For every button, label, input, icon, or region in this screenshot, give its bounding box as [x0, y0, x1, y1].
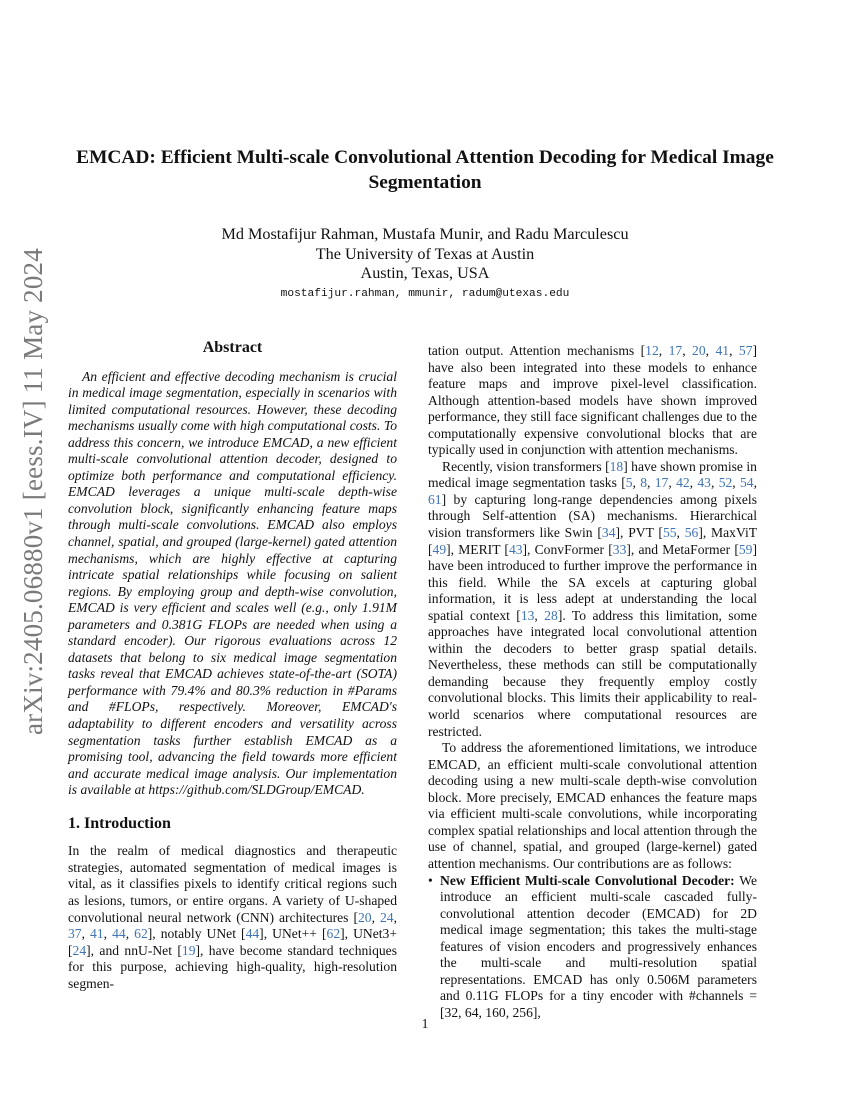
- citation-link[interactable]: 52: [718, 475, 733, 491]
- citation-link[interactable]: 43: [508, 541, 523, 557]
- contributions-list: [428, 873, 757, 1022]
- citation-link[interactable]: 18: [609, 458, 624, 474]
- citation-link[interactable]: 33: [612, 541, 627, 557]
- citation-link[interactable]: 34: [601, 525, 616, 541]
- citation-link[interactable]: 20: [358, 909, 372, 925]
- citation-link[interactable]: 41: [90, 926, 104, 942]
- intro-paragraph-1: In the realm of medical diagnostics and therapeutic strategies, automated segmentation of medical images is vital, as it classifies pixels to identify critical regions such as lesions, tumors, or entire organs. A variety of U-shaped convolutional neural network (CNN) architectures [20, 24, 37, 41, 44, 62], notably UNet [44], UNet++ [62], UNet3+ [24], and nnU-Net [19], have become standard techniques for this purpose, achieving high-quality, high-resolution segmen-: [68, 843, 397, 991]
- citation-link[interactable]: 43: [697, 475, 711, 491]
- citation-link[interactable]: 13: [520, 607, 535, 623]
- abstract-heading: Abstract: [202, 339, 263, 356]
- contribution-text: We introduce an efficient multi-scale cascaded fully-convolutional attention decoder (EMCAD) for 2D medical image segmentation; this takes the multi-stage features of vision encoders and progressively enhances the multi-scale and multi-resolution spatial representations. EMCAD has only 0.506M parameters and 0.11G FLOPs for a tiny encoder with #channels = [32, 64, 160, 256],: [440, 872, 757, 1020]
- citation-link[interactable]: 62: [134, 926, 148, 942]
- citation-link[interactable]: 62: [326, 926, 341, 942]
- intro-paragraph-2: Recently, vision transformers [18] have shown promise in medical image segmentation tasks [5, 8, 17, 42, 43, 52, 54, 61] by capturing long-range dependencies among pixels through Self-attention (SA) mechanisms. Hierarchical vision transformers like Swin [34], PVT [55, 56], MaxViT [49], MERIT [43], ConvFormer [33], and MetaFormer [59] have been introduced to further improve the performance in this field. While the SA excels at capturing global information, it is less adept at understanding the local spatial context [13, 28]. To address this limitation, some approaches have integrated local convolutional attention within the decoders to better grasp spatial details. Nevertheless, these methods can still be computationally demanding because they frequently employ costly convolutional blocks. This limits their applicability to real-world scenarios where computational resources are restricted.: [428, 458, 758, 739]
- citation-link[interactable]: 17: [654, 475, 669, 491]
- citation-link[interactable]: 8: [640, 475, 648, 491]
- citation-link[interactable]: 5: [625, 475, 633, 491]
- citation-link[interactable]: 17: [668, 343, 683, 358]
- citation-link[interactable]: 19: [181, 942, 196, 958]
- citation-link[interactable]: 28: [544, 607, 558, 623]
- abstract-text: An efficient and effective decoding mechanism is crucial in medical image segmentation, especially in scenarios with limited computational resources. However, these decoding mechanisms usually come with high computational costs. To address this concern, we introduce EMCAD, a new efficient multi-scale convolutional attention decoder, designed to optimize both performance and computational efficiency. EMCAD leverages a unique multi-scale depth-wise convolution block, significantly enhancing feature maps through multi-scale convolutions. EMCAD also employs channel, spatial, and grouped (large-kernel) gated attention mechanisms, which are highly effective at capturing intricate spatial relationships while focusing on salient regions. By employing group and depth-wise convolution, EMCAD is very efficient and scales well (e.g., only 1.91M parameters and 0.381G FLOPs are needed when using a standard encoder). Our rigorous evaluations across 12 datasets that belong to six medical image segmentation tasks reveal that EMCAD achieves state-of-the-art (SOTA) performance with 79.4% and 80.3% reduction in #Params and #FLOPs, respectively. Moreover, EMCAD's adaptability to different encoders and versatility across segmentation tasks further establish EMCAD as a promising tool, advancing the field towards more efficient and accurate medical image analysis. Our implementation is available at https://github.com/SLDGroup/EMCAD.: [68, 368, 397, 798]
- contribution-item: [428, 873, 757, 1022]
- citation-link[interactable]: 49: [432, 541, 447, 557]
- section-heading-introduction: 1. Introduction: [68, 814, 171, 832]
- citation-link[interactable]: 42: [676, 475, 690, 491]
- citation-link[interactable]: 20: [692, 343, 706, 358]
- citation-link[interactable]: 55: [662, 525, 677, 541]
- citation-link[interactable]: 24: [72, 942, 87, 958]
- citation-link[interactable]: 54: [740, 475, 754, 491]
- intro-paragraph-3: To address the aforementioned limitations, we introduce EMCAD, an efficient multi-scale convolutional attention decoding using a new multi-scale depth-wise convolution block. More precisely, EMCAD enhances the feature maps via efficient multi-scale convolutions, while incorporating complex spatial relationships and local attention through the use of channel, spatial, and grouped (large-kernel) gated attention mechanisms. Our contributions are as follows:: [428, 740, 757, 871]
- citation-link[interactable]: 12: [645, 343, 659, 358]
- paper-title: EMCAD: Efficient Multi-scale Convolutional Attention Decoding for Medical Image Segmentation: [76, 147, 774, 193]
- left-column: [68, 340, 397, 992]
- affiliation: The University of Texas at Austin: [315, 244, 535, 263]
- author-emails: mostafijur.rahman, mmunir, radum@utexas.edu: [280, 288, 570, 300]
- citation-link[interactable]: 37: [68, 926, 82, 942]
- citation-link[interactable]: 59: [738, 541, 753, 557]
- page-number: 1: [421, 1016, 429, 1031]
- citation-link[interactable]: 61: [428, 491, 442, 507]
- citation-link[interactable]: 56: [684, 525, 699, 541]
- authors: Md Mostafijur Rahman, Mustafa Munir, and Radu Marculescu: [221, 225, 629, 243]
- citation-link[interactable]: 24: [380, 909, 394, 925]
- contribution-title: New Efficient Multi-scale Convolutional Decoder:: [440, 872, 735, 888]
- right-column: [428, 343, 757, 1021]
- location: Austin, Texas, USA: [360, 264, 490, 282]
- citation-link[interactable]: 41: [715, 343, 730, 358]
- arxiv-identifier: arXiv:2405.06880v1 [eess.IV] 11 May 2024: [18, 248, 48, 735]
- author-block: [60, 225, 790, 284]
- intro-paragraph-1-continued: tation output. Attention mechanisms [12, 17, 20, 41, 57] have also been integrated into these models to enhance feature maps and improve pixel-level classification. Although attention-based models have shown improved performance, they still face significant challenges due to the computationally expensive convolutional blocks that are typically used in conjunction with attention mechanisms.: [428, 343, 758, 458]
- citation-link[interactable]: 44: [112, 926, 126, 942]
- citation-link[interactable]: 44: [245, 926, 260, 942]
- citation-link[interactable]: 57: [738, 343, 753, 358]
